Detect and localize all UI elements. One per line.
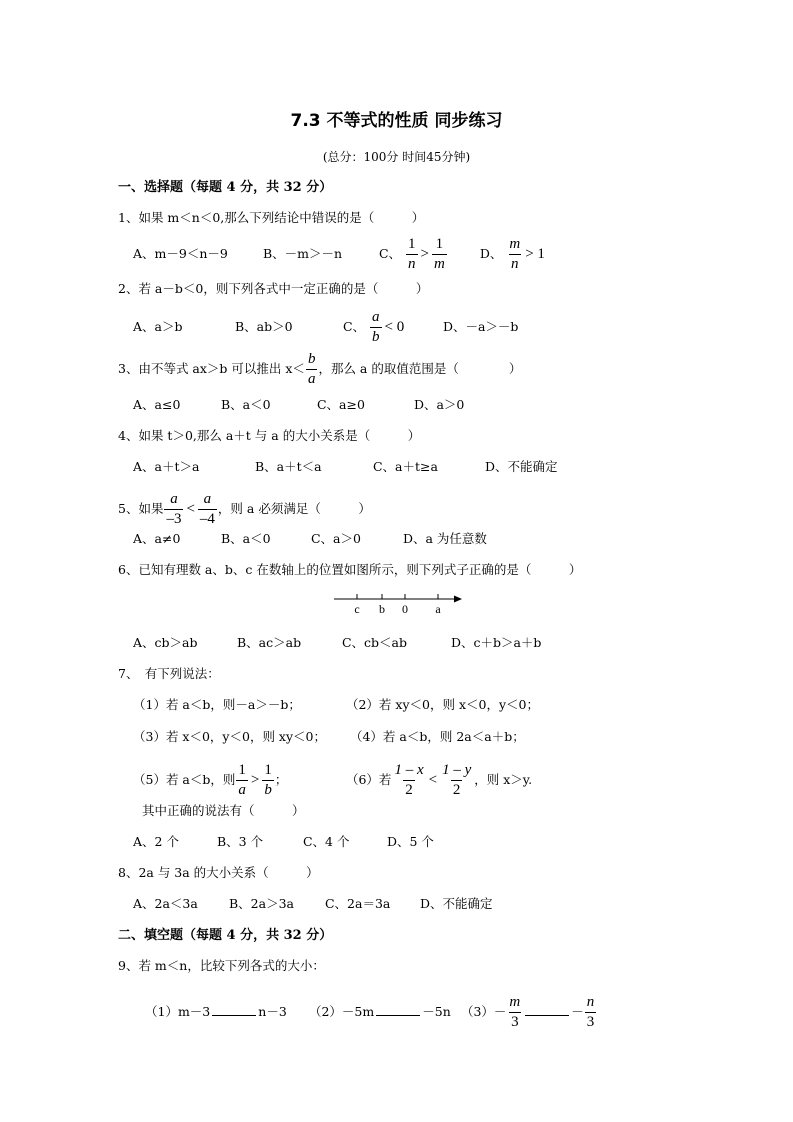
q9-parts (145, 995, 597, 1030)
q1-option-a: A、m－9＜n－9 (133, 246, 228, 261)
q1-c-den1: n (408, 256, 416, 272)
q7-row-3 (133, 763, 532, 798)
q7-s6-num1: 1 – x (394, 762, 424, 778)
q3-stem-post: ，那么 a 的取值范围是（ ） (318, 361, 522, 376)
q1-option-c-label: C、 (378, 246, 402, 261)
q1-c-fraction-2 (432, 237, 447, 272)
q5-num1: a (170, 491, 178, 507)
q2-c-den: b (372, 329, 380, 345)
q9-part-2 (309, 1004, 457, 1020)
q7-s6-den1: 2 (405, 782, 413, 798)
q7-s5-post: ； (274, 772, 288, 787)
q7-question: 其中正确的说法有（ ） (142, 803, 305, 818)
q5-fraction-1 (164, 492, 183, 527)
q1-d-den: n (511, 256, 519, 272)
q2-c-num: a (372, 309, 380, 325)
axis-label-a: a (435, 602, 441, 616)
q7-statement-5 (133, 763, 342, 798)
axis-label-zero: 0 (402, 602, 408, 616)
q1-c-num2: 1 (435, 236, 444, 252)
q2-stem: 2、若 a－b＜0，则下列各式中一定正确的是（ ） (118, 281, 429, 296)
q7-row-1 (133, 697, 539, 713)
q7-s6-den2: 2 (452, 782, 461, 798)
q9-p3-mid: － (571, 1004, 584, 1019)
axis-label-b: b (379, 602, 385, 616)
q9-part-3 (461, 995, 597, 1030)
q7-s5-fraction-1 (236, 763, 248, 798)
q7-s6-pre: （6）若 (345, 772, 392, 787)
section-choice-heading: 一、选择题（每题 4 分，共 32 分） (118, 180, 333, 195)
q8-stem: 8、2a 与 3a 的大小关系（ ） (118, 865, 319, 880)
q7-option-c: C、4 个 (302, 834, 350, 849)
q7-s5-relation: > (250, 772, 260, 788)
q1-stem: 1、如果 m＜n＜0,那么下列结论中错误的是（ ） (118, 210, 425, 225)
q9-p3-blank[interactable] (525, 1015, 569, 1016)
q9-part-1 (145, 1004, 305, 1020)
q1-c-relation: > (420, 246, 429, 262)
q5-options (133, 531, 487, 547)
q5-fraction-2 (198, 492, 217, 527)
q1-c-fraction-1 (406, 237, 418, 272)
q7-options (133, 834, 434, 850)
q9-p2-pre: （2）－5m (308, 1004, 375, 1019)
q3-fraction (306, 352, 318, 387)
q4-option-b: B、a＋t＜a (254, 459, 322, 474)
q6-stem: 6、已知有理数 a、b、c 在数轴上的位置如图所示，则下列式子正确的是（ ） (118, 562, 582, 577)
q7-s5-num1: 1 (238, 762, 246, 778)
q8-option-b: B、2a＞3a (228, 896, 294, 911)
q7-s6-relation: < (428, 772, 438, 788)
q7-statement-6 (346, 763, 532, 798)
q3-option-d: D、a＞0 (413, 397, 465, 412)
q7-row-2 (133, 729, 525, 745)
q1-option-d-label: D、 (479, 246, 503, 261)
q2-options (133, 310, 518, 345)
q1-d-fraction (507, 237, 522, 272)
q8-option-a: A、2a＜3a (133, 896, 198, 911)
q7-option-d: D、5 个 (386, 834, 434, 849)
q9-stem: 9、若 m＜n，比较下列各式的大小： (118, 958, 325, 973)
q1-option-c (379, 237, 448, 272)
q6-option-c: C、cb＜ab (341, 635, 407, 650)
q9-p2-blank[interactable] (376, 1015, 420, 1016)
q7-stem: 7、 有下列说法： (118, 666, 220, 681)
q4-option-c: C、a＋t≥a (372, 459, 438, 474)
q5-stem-pre: 5、如果 (118, 501, 164, 516)
q3-num: b (307, 351, 316, 367)
q1-c-num1: 1 (408, 236, 416, 252)
q9-p3-den2: 3 (586, 1014, 595, 1030)
q5-relation: < (186, 501, 195, 517)
q2-c-fraction (370, 310, 382, 345)
axis-label-c: c (354, 602, 360, 616)
q9-p1-blank[interactable] (212, 1015, 256, 1016)
q4-option-d: D、不能确定 (484, 459, 558, 474)
q2-option-a: A、a＞b (133, 319, 183, 334)
q9-p3-num1: m (509, 994, 521, 1010)
q4-option-a: A、a＋t＞a (133, 459, 200, 474)
q1-options (133, 237, 547, 272)
q4-stem: 4、如果 t＞0,那么 a＋t 与 a 的大小关系是（ ） (118, 428, 421, 443)
q5-den2: –4 (199, 511, 215, 527)
q7-option-a: A、2 个 (133, 834, 179, 849)
q5-stem (118, 492, 371, 527)
q7-s6-num2: 1 – y (442, 762, 472, 778)
q3-den: a (307, 371, 316, 387)
q3-option-a: A、a≤0 (133, 397, 181, 412)
number-line-arrow (454, 596, 462, 603)
q8-option-c: C、2a＝3a (324, 896, 391, 911)
q7-s5-den2: b (264, 782, 272, 798)
q8-option-d: D、不能确定 (419, 896, 493, 911)
q5-option-d: D、a 为任意数 (402, 531, 487, 546)
q3-options (133, 397, 464, 413)
q7-statement-1: （1）若 a＜b，则－a＞－b； (133, 697, 301, 712)
q3-option-c: C、a≥0 (316, 397, 365, 412)
q7-s5-den1: a (238, 782, 246, 798)
q6-options (133, 635, 541, 651)
q6-option-a: A、cb＞ab (133, 635, 198, 650)
q2-c-relation: < 0 (384, 319, 405, 335)
q7-s5-pre: （5）若 a＜b，则 (133, 772, 236, 787)
q7-s5-fraction-2 (262, 763, 274, 798)
q5-option-b: B、a＜0 (220, 531, 271, 546)
q9-p3-fraction-2 (585, 995, 597, 1030)
q5-den1: –3 (166, 511, 182, 527)
q9-p3-num2: n (586, 994, 595, 1010)
q1-c-den2: m (434, 256, 445, 272)
q4-options (133, 459, 557, 475)
q5-option-a: A、a≠0 (133, 531, 181, 546)
q7-statement-3: （3）若 x＜0，y＜0，则 xy＜0； (133, 729, 326, 744)
q7-s6-fraction-1 (392, 763, 425, 798)
q6-option-b: B、ac＞ab (236, 635, 302, 650)
q3-option-b: B、a＜0 (220, 397, 271, 412)
q7-s6-fraction-2 (440, 763, 473, 798)
q2-option-c (343, 310, 439, 345)
q9-p3-fraction-1 (507, 995, 522, 1030)
q1-option-b: B、－m＞－n (262, 246, 343, 261)
q9-p3-pre: （3）－ (460, 1004, 507, 1019)
q5-option-c: C、a＞0 (310, 531, 361, 546)
q5-num2: a (203, 491, 212, 507)
q1-option-d (480, 237, 547, 272)
q6-option-d: D、c＋b＞a＋b (450, 635, 542, 650)
q3-stem (118, 352, 521, 387)
page-title: 7.3 不等式的性质 同步练习 (290, 111, 503, 131)
q3-stem-pre: 3、由不等式 ax＞b 可以推出 x＜ (118, 361, 305, 376)
q7-statement-4: （4）若 a＜b，则 2a＜a＋b； (349, 729, 525, 744)
q1-d-num: m (509, 236, 521, 252)
q7-option-b: B、3 个 (216, 834, 264, 849)
q5-stem-post: ，则 a 必须满足（ ） (217, 501, 371, 516)
q1-d-relation: > 1 (525, 246, 545, 262)
q7-s5-num2: 1 (264, 762, 272, 778)
q2-option-d: D、－a＞－b (442, 319, 519, 334)
q8-options (133, 896, 492, 912)
q2-option-c-label: C、 (342, 319, 366, 334)
q9-p2-post: －5n (422, 1004, 451, 1019)
q9-p3-den1: 3 (511, 1014, 519, 1030)
page-subtitle: (总分：100分 时间45分钟) (322, 150, 471, 164)
q7-s6-post: ，则 x＞y. (474, 772, 533, 787)
q9-p1-post: n－3 (258, 1004, 287, 1019)
number-line (330, 592, 470, 618)
q7-statement-2: （2）若 xy＜0，则 x＜0，y＜0； (345, 697, 539, 712)
q2-option-b: B、ab＞0 (234, 319, 293, 334)
q9-p1-pre: （1）m－3 (145, 1004, 211, 1019)
section-fill-heading: 二、填空题（每题 4 分，共 32 分） (118, 928, 333, 943)
